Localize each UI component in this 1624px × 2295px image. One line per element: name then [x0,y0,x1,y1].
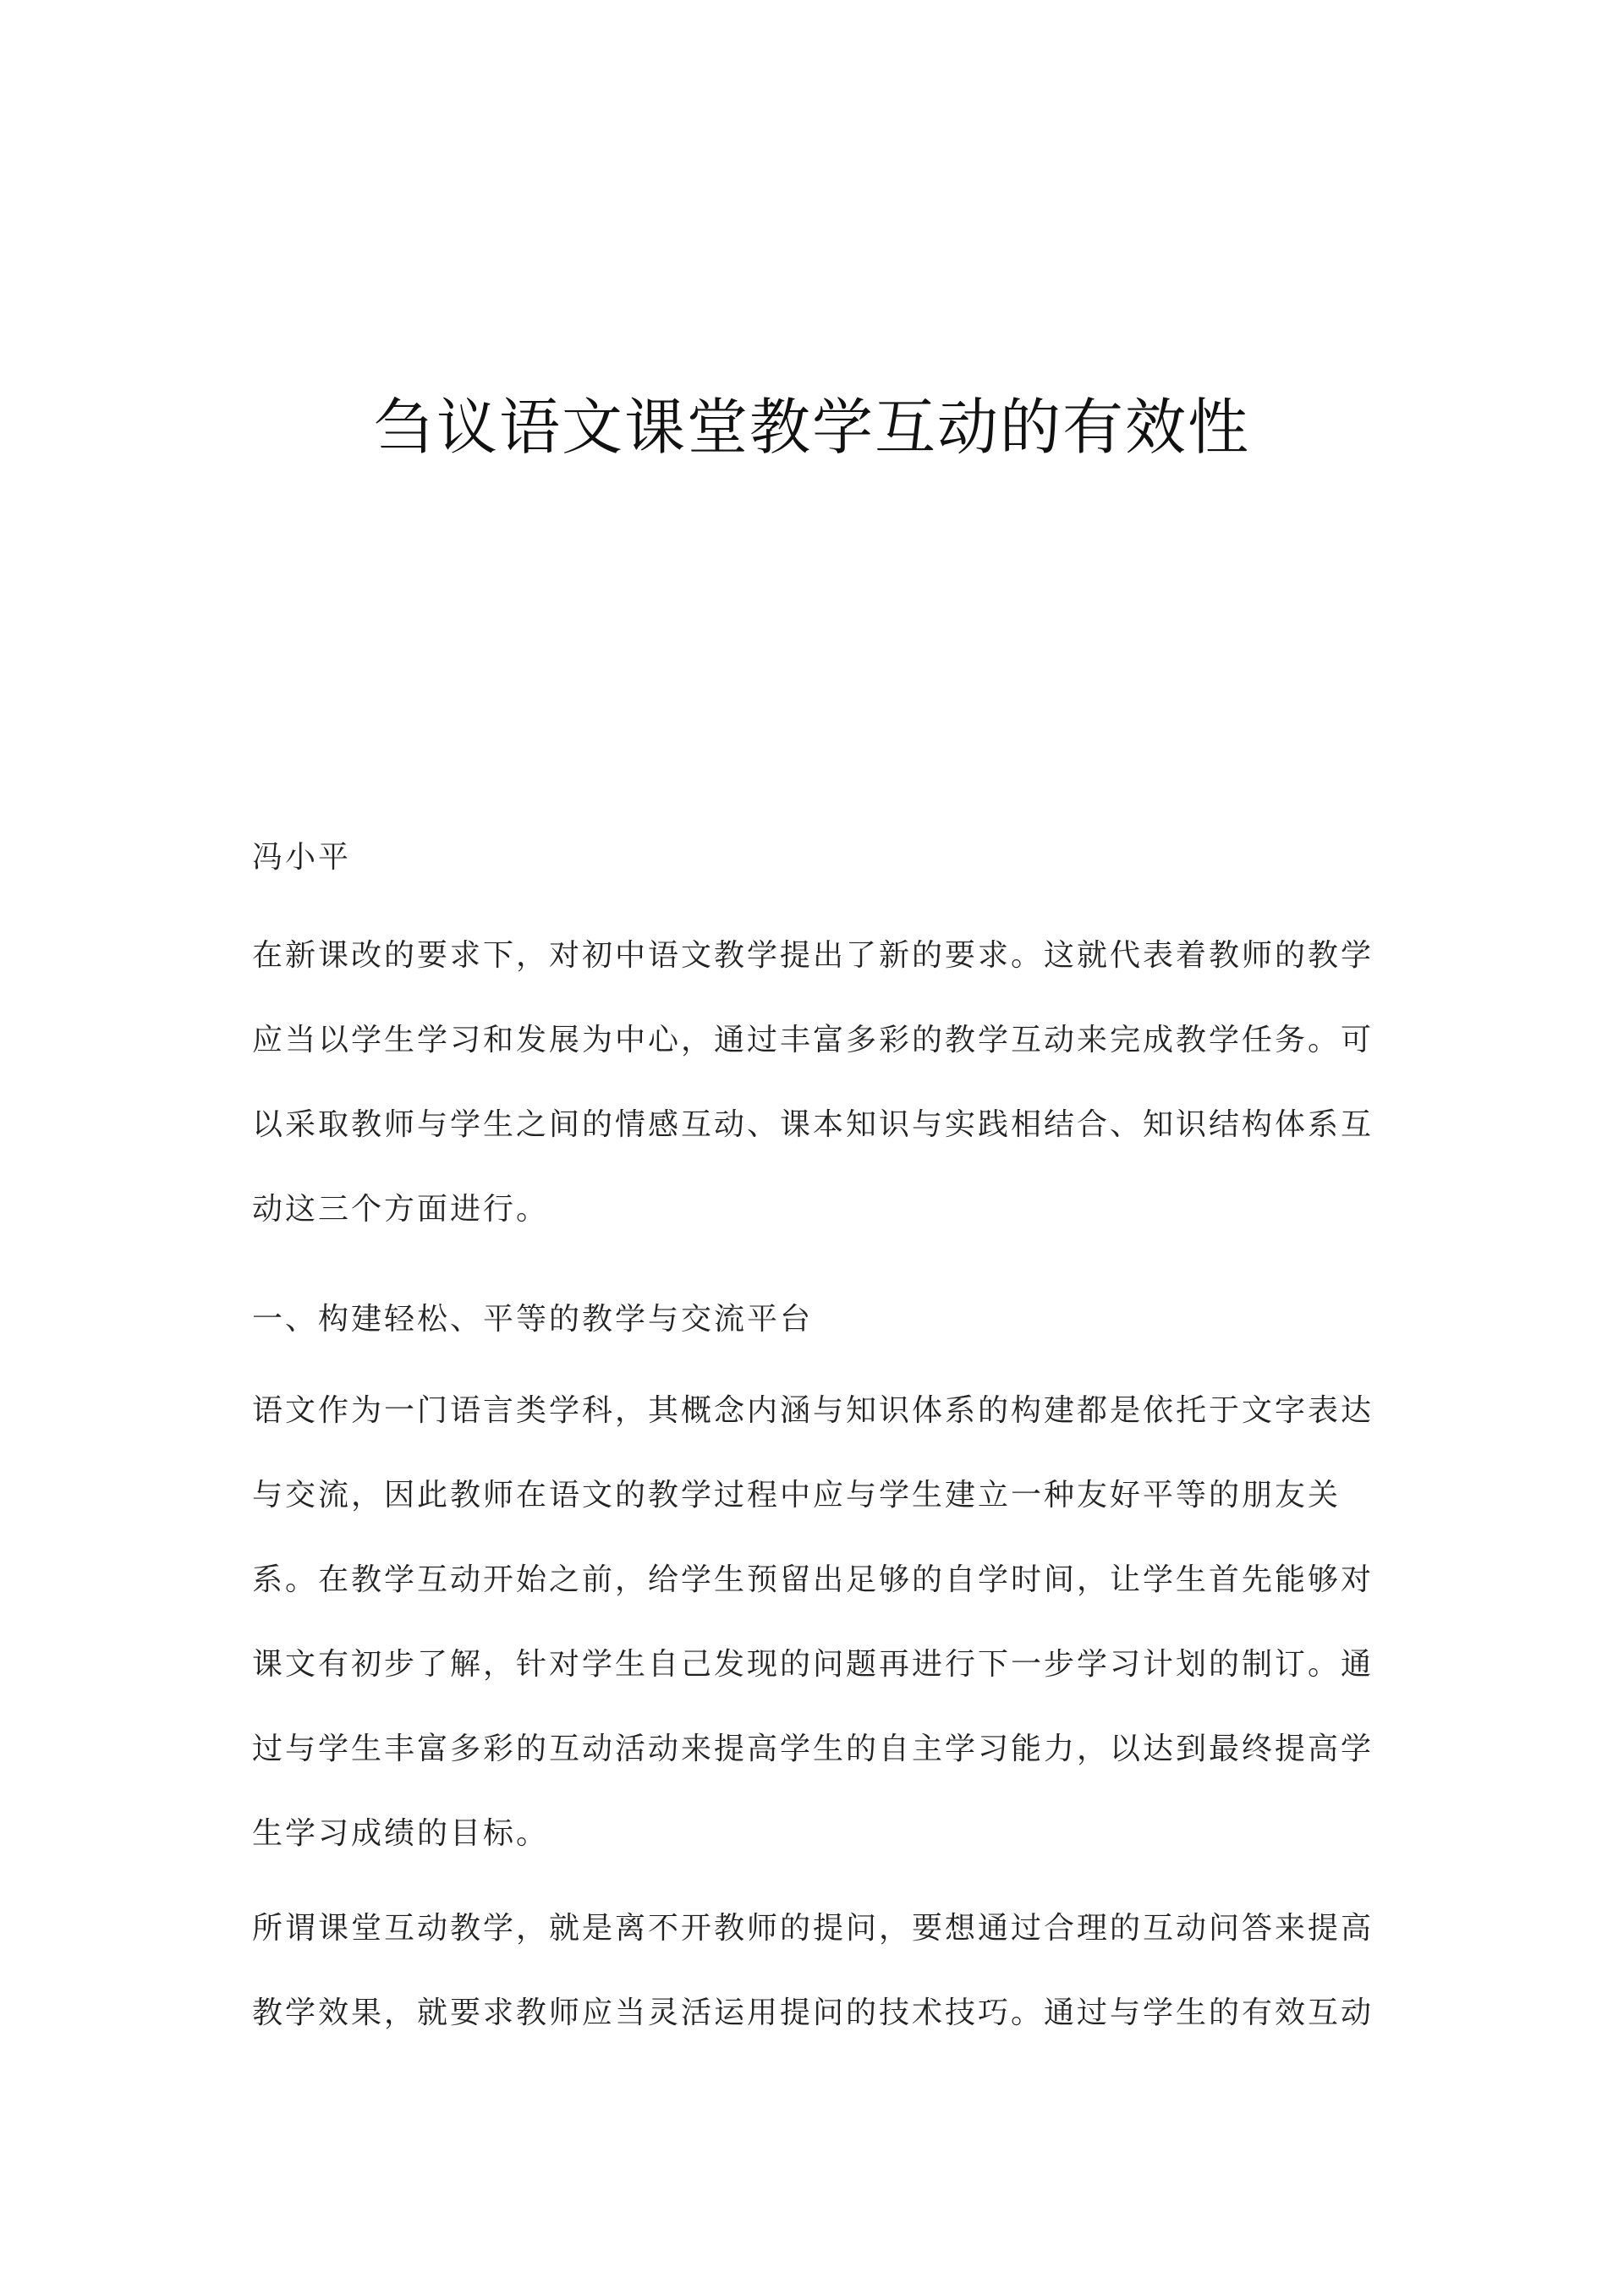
paragraph-line: 过与学生丰富多彩的互动活动来提高学生的自主学习能力，以达到最终提高学 [252,1732,1374,1766]
section1-paragraph [252,1369,1377,1876]
paragraph-line: 所谓课堂互动教学，就是离不开教师的提问，要想通过合理的互动问答来提高 [252,1911,1374,1946]
paragraph-line: 语文作为一门语言类学科，其概念内涵与知识体系的构建都是依托于文字表达 [252,1393,1374,1428]
section-heading: 一、构建轻松、平等的教学与交流平台 [252,1302,814,1337]
paragraph-line: 教学效果，就要求教师应当灵活运用提问的技术技巧。通过与学生的有效互动 [252,1996,1374,2030]
document-title: 刍议语文课堂教学互动的有效性 [373,392,1250,463]
paragraph-line: 动这三个方面进行。 [252,1192,550,1227]
paragraph-line: 以采取教师与学生之间的情感互动、课本知识与实践相结合、知识结构体系互 [252,1107,1374,1142]
intro-paragraph [252,914,1377,1252]
paragraph-line: 课文有初步了解，针对学生自己发现的问题再进行下一步学习计划的制订。通 [252,1647,1374,1682]
questioning-paragraph [252,1886,1377,2056]
paragraph-line: 与交流，因此教师在语文的教学过程中应与学生建立一种友好平等的朋友关 [252,1478,1341,1513]
paragraph-line: 应当以学生学习和发展为中心，通过丰富多彩的教学互动来完成教学任务。可 [252,1023,1374,1057]
author-name: 冯小平 [252,840,352,875]
paragraph-line: 生学习成绩的目标。 [252,1816,550,1851]
paragraph-line: 在新课改的要求下，对初中语文教学提出了新的要求。这就代表着教师的教学 [252,938,1374,973]
paragraph-line: 系。在教学互动开始之前，给学生预留出足够的自学时间，让学生首先能够对 [252,1562,1374,1597]
